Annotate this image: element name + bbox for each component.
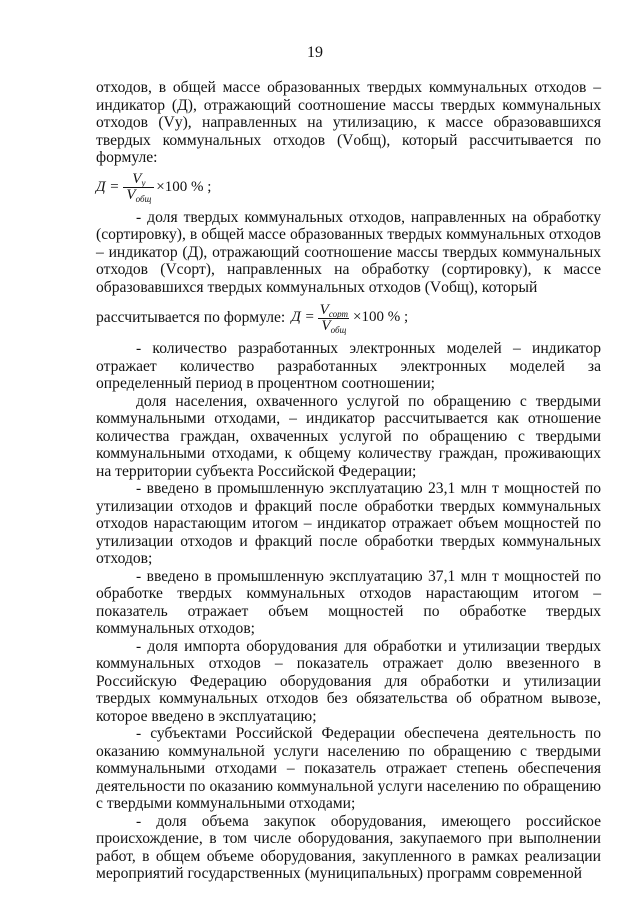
paragraph-5: - введено в промышленную эксплуатацию 23,1 млн т мощностей по утилизации отходов и фракций после обработки твердых коммунальных отходов нарастающим итогом – индикатор отражает объем мощностей по утилизации отходов и фракций после обработки твердых коммунальных отходов; [96,480,601,567]
formula-numerator: $V_у$ [132,171,146,188]
formula-sorting-share [285,303,408,334]
paragraph-6: - введено в промышленную эксплуатацию 37,1 млн т мощностей по обработке твердых коммунальных отходов нарастающим итогом – показатель отражает объем мощностей по обработке твердых коммунальных отходов; [96,567,601,637]
paragraph-3: - количество разработанных электронных моделей – индикатор отражает количество разработанных электронных моделей за определенный период в процентном соотношении; [96,340,601,392]
formula-rhs: ×100 % ; [156,178,212,195]
formula-denominator: $V_{общ}$ [123,187,154,203]
formula-recycling-share [96,167,601,209]
formula-fraction [317,303,351,334]
paragraph-4: доля населения, охваченного услугой по обращению с твердыми коммунальными отходами, – индикатор рассчитывается как отношение количества граждан, охваченных услугой по обращению с твердыми коммунальными отходами, к общему количеству граждан, проживающих на территории субъекта Российской Федерации; [96,392,601,480]
formula-numerator: $V_{сорт}$ [319,301,348,319]
page-number: 19 [307,44,323,61]
paragraph-9: - доля объема закупок оборудования, имеющего российское происхождение, в том числе оборудования, закупаемого при выполнении работ, в общем объеме оборудования, закупленного в рамках реализации мероприятий государственных (муниципальных) программ современной [96,812,601,882]
formula-rhs: ×100 % ; [353,309,409,326]
formula-line-sorting-share [96,296,601,340]
page-content [96,79,601,883]
paragraph-7: - доля импорта оборудования для обработки и утилизации твердых коммунальных отходов – показатель отражает долю ввезенного в Российскую Федерацию оборудования для обработки и утилизации твердых коммунальных отходов без обязательства об обратном вывозе, которое введено в эксплуатацию; [96,637,601,725]
formula-lhs: Д = [96,178,120,195]
paragraph-2-tail: рассчитывается по формуле: [96,309,286,327]
formula-fraction [123,172,154,203]
formula-lhs: Д = [291,309,315,326]
formula-denominator: $V_{общ}$ [318,318,349,334]
paragraph-8: - субъектами Российской Федерации обеспечена деятельность по оказанию коммунальной услуги населению по обращению с твердыми коммунальными отходами – показатель отражает степень обеспечения деятельности по оказанию коммунальной услуги населению по обращению с твердыми коммунальными отходами; [96,725,601,812]
paragraph-2: - доля твердых коммунальных отходов, направленных на обработку (сортировку), в общей массе образованных твердых коммунальных отходов – индикатор (Д), отражающий соотношение массы твердых коммунальных отходов (Vсорт), направленных на обработку (сортировку), к массе образовавшихся твердых коммунальных отходов (Vобщ), который [96,208,601,296]
paragraph-1: отходов, в общей массе образованных твердых коммунальных отходов – индикатор (Д), отражающий соотношение массы твердых коммунальных отходов (Vу), направленных на утилизацию, к массе образовавшихся твердых коммунальных отходов (Vобщ), который рассчитывается по формуле: [96,79,601,166]
